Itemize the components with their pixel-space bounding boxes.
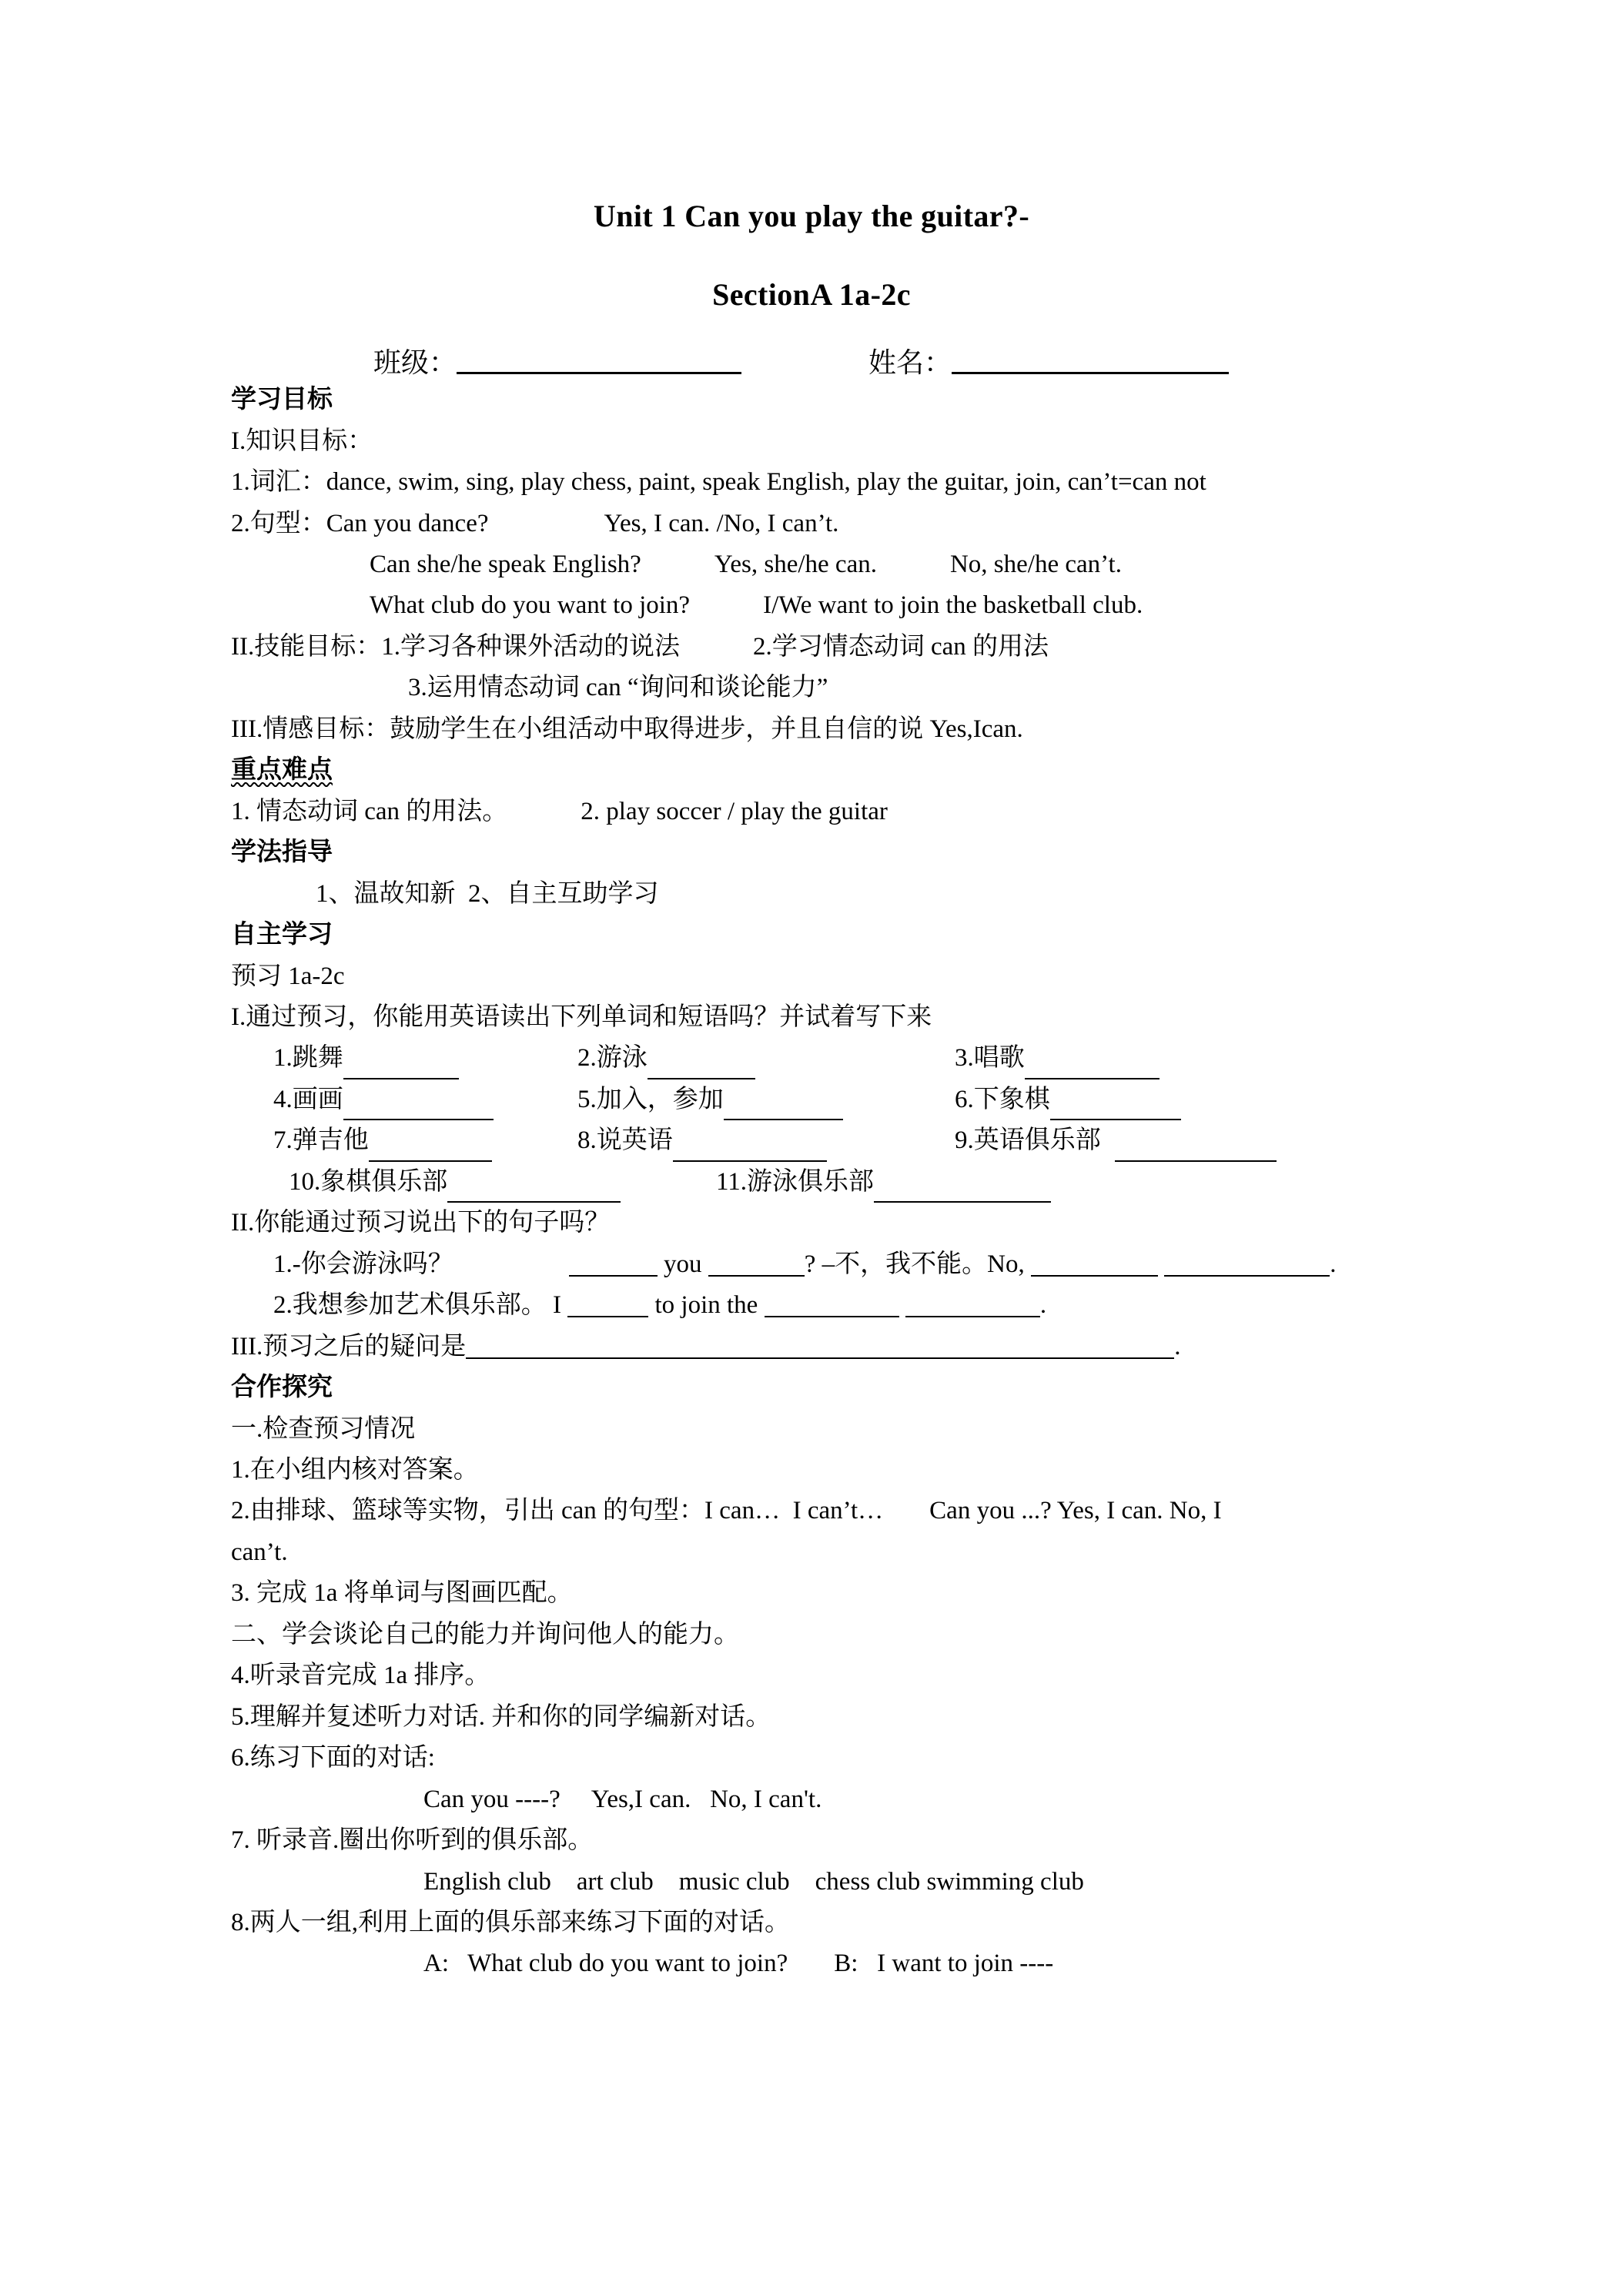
vocab-row [231,1120,1392,1161]
student-info-row [231,346,1392,380]
dialog-speaker-a-line: A: What club do you want to join? [423,1950,788,1978]
cooperate-item-5: 5.理解并复述听力对话. 并和你的同学编新对话。 [231,1702,771,1731]
question-1-prefix: 1.-你会游泳吗？ [273,1250,453,1278]
vocab-item-9 [955,1120,1277,1161]
pattern-1-answer: Yes, I can. /No, I can’t. [604,509,839,537]
pattern-3-answer: I/We want to join the basketball club. [763,591,1143,620]
vocab-item-6 [955,1079,1181,1120]
vocab-item-label: 1.跳舞 [273,1044,343,1073]
vocab-item-label: 3.唱歌 [955,1044,1025,1073]
question-2-blank-3[interactable] [905,1316,1040,1317]
vocabulary-objective-line: 1.词汇：dance, swim, sing, play chess, paint, speak English, play the guitar, join, can’t=can not [231,468,1206,497]
question-2-prefix: 2.我想参加艺术俱乐部。 [273,1291,547,1320]
cooperate-heading-wrap [231,1367,1392,1408]
knowledge-objective-heading: I.知识目标： [231,427,373,455]
cooperate-item-2 [231,1491,1392,1531]
vocab-blank[interactable] [1115,1160,1277,1162]
pattern-2-answer-no: No, she/he can’t. [949,551,1122,578]
vocab-item-8 [577,1120,955,1161]
question-2-period: . [1039,1291,1047,1320]
cooperate-item-2-continuation: can’t. [231,1538,288,1566]
objectives-heading: 学习目标 [231,386,333,414]
pattern-1-question: Can you dance? [326,509,489,537]
part3-period: . [1174,1332,1181,1361]
vocab-row [231,1079,1392,1120]
pattern-3-question: What club do you want to join? [370,591,691,620]
skill-objective-item-1: II.技能目标：1.学习各种课外活动的说法 [231,632,680,661]
vocab-item-label: 9.英语俱乐部 [955,1126,1101,1155]
vocab-item-7 [273,1120,577,1161]
self-study-heading-wrap [231,915,1392,956]
vocab-item-label: 7.弹吉他 [273,1126,369,1155]
sentence-pattern-label: 2.句型： [231,509,326,537]
key-point-item-1: 1. 情态动词 can 的用法。 [231,797,508,825]
cooperate-item-2-part-b: Can you ...? Yes, I can. No, I [929,1497,1222,1525]
self-study-part1-prompt: I.通过预习，你能用英语读出下列单词和短语吗？并试着写下来 [231,1002,932,1031]
question-2-subject: I [553,1291,561,1320]
page-subtitle: SectionA 1a-2c [712,277,911,312]
question-2-blank-1[interactable] [567,1316,648,1317]
self-study-question-1: 1.-你会游泳吗？ you ? –不，我不能。No, . [273,1250,1337,1278]
cooperate-sub-2: 二、学会谈论自己的能力并询问他人的能力。 [231,1620,739,1648]
pattern-2-answer-yes: Yes, she/he can. [714,551,877,578]
key-points-row [231,792,1392,832]
self-study-question-2 [231,1285,1392,1326]
skill-objective-item-2: 2.学习情态动词 can 的用法 [752,632,1049,661]
part3-prompt: III.预习之后的疑问是 [231,1332,467,1361]
page-title: Unit 1 Can you play the guitar?- [593,199,1030,233]
skill-objective-row-1 [231,627,1392,668]
question-1-blank-4[interactable] [1164,1275,1330,1277]
self-study-heading: 自主学习 [231,921,333,949]
method-heading: 学法指导 [231,838,333,867]
vocab-item-5 [577,1079,955,1120]
vocab-row [231,1038,1392,1079]
dialog-speaker-b-line: B: I want to join ---- [834,1950,1054,1978]
vocab-item-1 [273,1038,577,1079]
vocab-item-4 [273,1079,577,1120]
vocab-item-label: 4.画画 [273,1085,343,1113]
sentence-pattern-row-2 [231,544,1392,585]
class-label: 班级： [373,347,457,378]
skill-objective-item-3: 3.运用情态动词 can “询问和谈论能力” [408,674,828,702]
cooperate-sub-1: 一.检查预习情况 [231,1414,416,1443]
class-input-line[interactable] [457,372,741,374]
key-points-heading-wrap [231,750,1392,791]
method-items: 1、温故知新 2、自主互助学习 [316,879,659,908]
vocab-item-11 [716,1162,1051,1203]
question-2-mid: to join the [654,1291,758,1320]
vocab-blank[interactable] [874,1201,1051,1203]
cooperate-item-6: 6.练习下面的对话: [231,1744,435,1772]
key-points-heading: 重点难点 [231,756,333,785]
question-1-blank-3[interactable] [1031,1275,1158,1277]
cooperate-item-7: 7. 听录音.圈出你听到的俱乐部。 [231,1826,594,1855]
sentence-pattern-row-1 [231,504,1392,544]
part3-answer-blank[interactable] [466,1357,1174,1359]
self-study-part3 [231,1327,1392,1367]
objectives-heading-wrap [231,380,1392,420]
vocab-item-label: 10.象棋俱乐部 [289,1167,448,1196]
cooperate-item-4: 4.听录音完成 1a 排序。 [231,1662,490,1690]
vocab-item-2 [577,1038,955,1079]
vocab-item-3 [955,1038,1160,1079]
vocab-item-label: 2.游泳 [577,1044,648,1073]
self-study-part2-prompt: II.你能通过预习说出下的句子吗？ [231,1209,611,1237]
cooperate-heading: 合作探究 [231,1374,333,1402]
vocab-row [231,1162,1392,1203]
vocab-item-label: 5.加入，参加 [577,1085,724,1113]
clubs-list: English club art club music club chess club swimming club [423,1867,1084,1896]
question-1-blank-1[interactable] [569,1275,658,1277]
name-label: 姓名： [868,347,952,378]
method-heading-wrap [231,832,1392,873]
pattern-2-question: Can she/he speak English? [370,551,641,578]
cooperate-item-1: 1.在小组内核对答案。 [231,1455,479,1484]
vocab-item-label: 6.下象棋 [955,1085,1050,1113]
emotion-objective-line: III.情感目标：鼓励学生在小组活动中取得进步，并且自信的说 Yes,Ican. [231,715,1023,743]
vocab-item-10 [289,1162,716,1203]
sentence-pattern-row-3 [231,585,1392,626]
question-1-mid: you [664,1250,702,1278]
cooperate-item-6-dialog: Can you ----? Yes,I can. No, I can't. [423,1785,822,1813]
cooperate-item-3: 3. 完成 1a 将单词与图画匹配。 [231,1579,573,1608]
vocab-item-label: 8.说英语 [577,1126,673,1155]
cooperate-item-8: 8.两人一组,利用上面的俱乐部来练习下面的对话。 [231,1908,790,1936]
cooperate-item-8-dialog [231,1943,1392,1984]
vocab-item-label: 11.游泳俱乐部 [716,1167,875,1196]
key-point-item-2: 2. play soccer / play the guitar [581,797,888,825]
name-input-line[interactable] [952,372,1229,374]
question-1-blank-2[interactable] [708,1275,805,1277]
preview-range: 预习 1a-2c [231,962,345,990]
question-2-blank-2[interactable] [765,1316,899,1317]
question-1-tail: ? –不，我不能。No, [804,1250,1025,1278]
cooperate-item-2-part-a: 2.由排球、篮球等实物，引出 can 的句型：I can… I can’t… [231,1497,884,1525]
